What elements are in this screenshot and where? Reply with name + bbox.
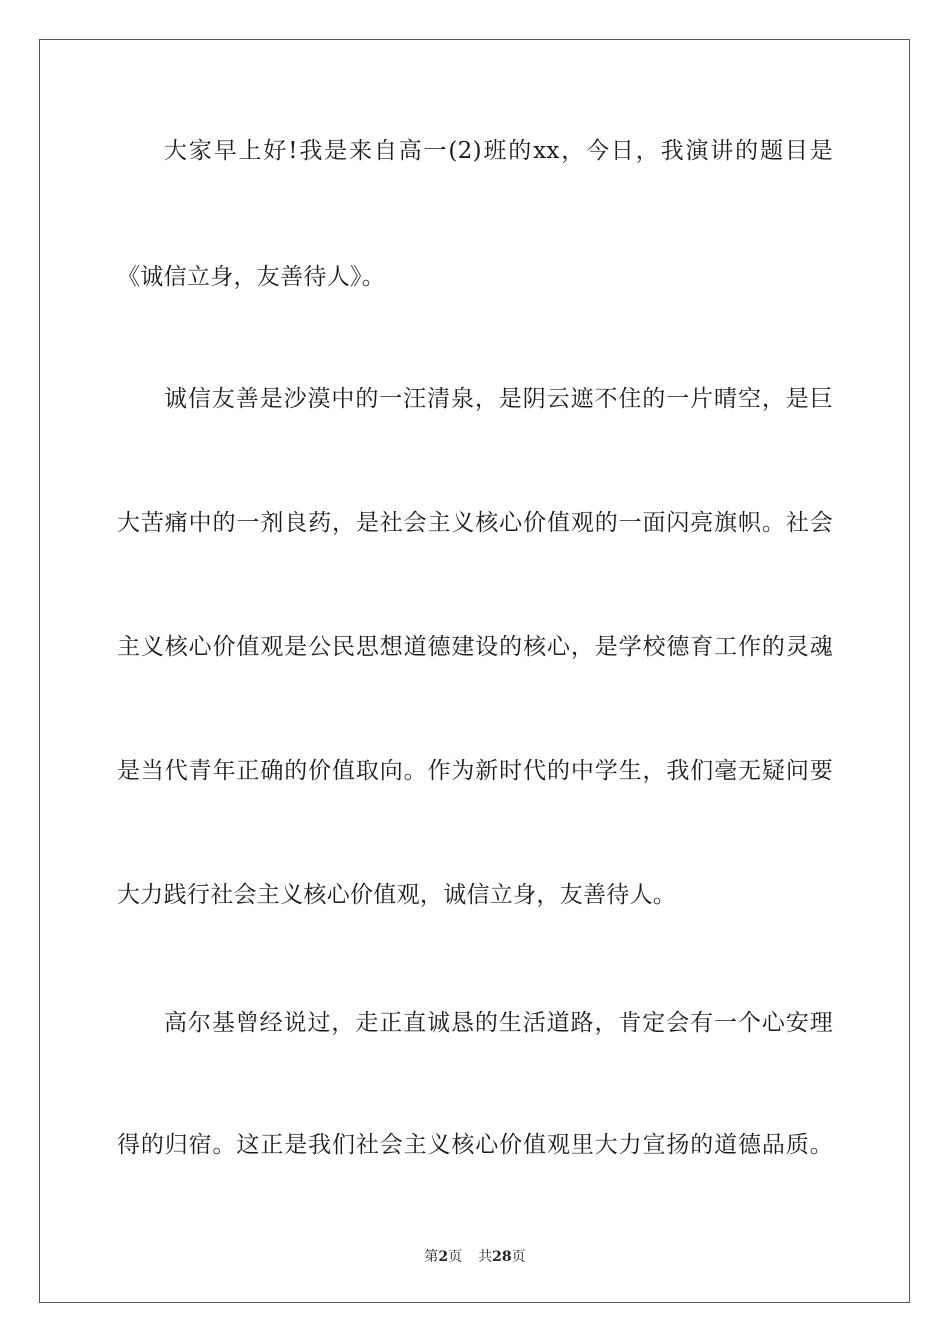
page-border bbox=[39, 39, 910, 1303]
footer-page-prefix: 第 bbox=[424, 1249, 439, 1265]
paragraph-2-line-2: 大苦痛中的一剂良药，是社会主义核心价值观的一面闪亮旗帜。社会 bbox=[117, 510, 833, 536]
footer-total-prefix: 共 bbox=[478, 1249, 493, 1265]
paragraph-1-line-2: 《诚信立身，友善待人》。 bbox=[117, 264, 386, 290]
paragraph-2-line-4: 是当代青年正确的价值取向。作为新时代的中学生，我们毫无疑问要 bbox=[117, 758, 833, 784]
paragraph-2-line-1: 诚信友善是沙漠中的一汪清泉，是阴云遮不住的一片晴空，是巨 bbox=[164, 386, 833, 412]
paragraph-1-line-1: 大家早上好!我是来自高一(2)班的xx，今日，我演讲的题目是 bbox=[164, 138, 833, 164]
paragraph-3-line-1: 高尔基曾经说过，走正直诚恳的生活道路，肯定会有一个心安理 bbox=[164, 1010, 833, 1036]
paragraph-2-line-3: 主义核心价值观是公民思想道德建设的核心，是学校德育工作的灵魂 bbox=[117, 634, 833, 660]
paragraph-3-line-2: 得的归宿。这正是我们社会主义核心价值观里大力宣扬的道德品质。 bbox=[117, 1132, 833, 1158]
footer-total-pages: 28 bbox=[492, 1249, 512, 1265]
footer-page-suffix: 页 bbox=[448, 1249, 463, 1265]
paragraph-2-line-5: 大力践行社会主义核心价值观，诚信立身，友善待人。 bbox=[117, 882, 677, 908]
footer-total-suffix: 页 bbox=[511, 1249, 526, 1265]
page-footer bbox=[0, 1248, 950, 1266]
footer-page-number: 2 bbox=[438, 1249, 449, 1265]
